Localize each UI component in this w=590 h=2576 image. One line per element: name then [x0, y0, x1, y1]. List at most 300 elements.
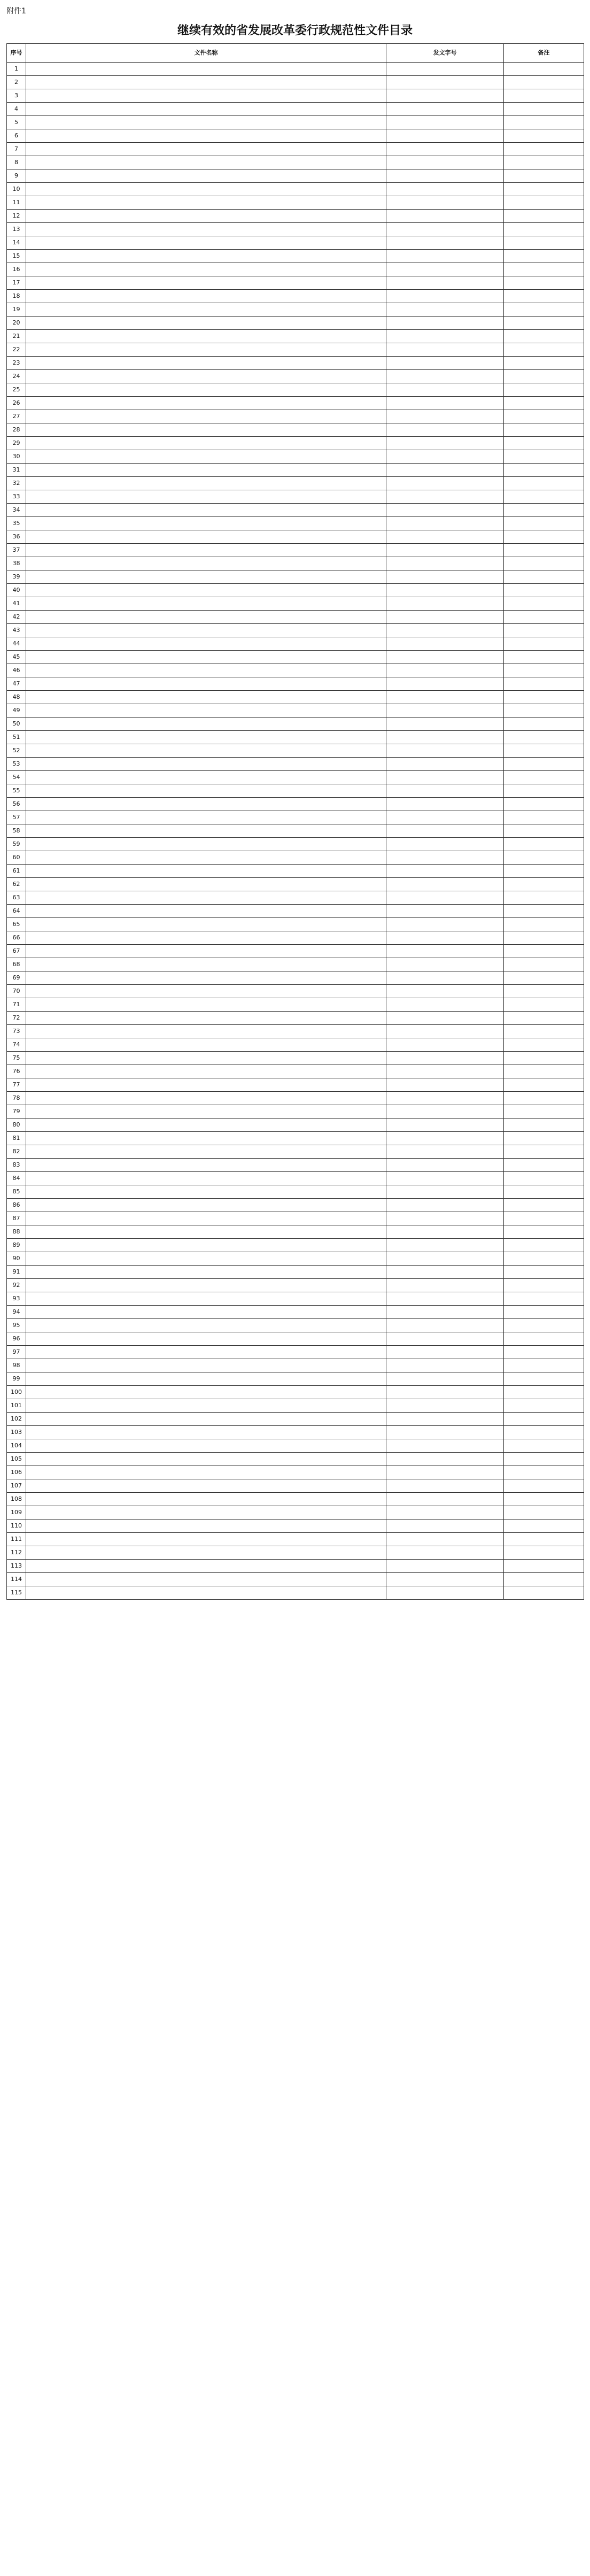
row-note [504, 758, 584, 771]
row-index: 84 [7, 1172, 26, 1185]
row-note [504, 1159, 584, 1172]
row-index: 82 [7, 1145, 26, 1159]
row-index: 10 [7, 183, 26, 196]
row-file-name [26, 143, 386, 156]
table-row [7, 1266, 584, 1279]
row-note [504, 1279, 584, 1292]
table-row [7, 410, 584, 423]
row-index: 92 [7, 1279, 26, 1292]
row-note [504, 798, 584, 811]
row-index: 107 [7, 1479, 26, 1493]
row-index: 58 [7, 824, 26, 838]
row-document-number [386, 450, 504, 464]
table-row [7, 945, 584, 958]
row-note [504, 196, 584, 210]
row-index: 1 [7, 63, 26, 76]
row-document-number [386, 196, 504, 210]
row-note [504, 317, 584, 330]
row-file-name [26, 236, 386, 250]
row-document-number [386, 1225, 504, 1239]
row-document-number [386, 1546, 504, 1560]
row-index: 50 [7, 718, 26, 731]
table-row [7, 1466, 584, 1479]
row-document-number [386, 276, 504, 290]
row-index: 94 [7, 1306, 26, 1319]
row-index: 65 [7, 918, 26, 931]
row-note [504, 1359, 584, 1372]
row-note [504, 557, 584, 570]
row-index: 46 [7, 664, 26, 677]
row-document-number [386, 1399, 504, 1413]
row-document-number [386, 1199, 504, 1212]
table-row [7, 1078, 584, 1092]
row-index: 3 [7, 89, 26, 103]
row-note [504, 1319, 584, 1332]
row-file-name [26, 1493, 386, 1506]
row-file-name [26, 490, 386, 504]
row-note [504, 905, 584, 918]
row-document-number [386, 611, 504, 624]
row-document-number [386, 250, 504, 263]
table-row [7, 1413, 584, 1426]
row-index: 70 [7, 985, 26, 998]
row-document-number [386, 718, 504, 731]
row-index: 76 [7, 1065, 26, 1078]
row-file-name [26, 1413, 386, 1426]
row-file-name [26, 1145, 386, 1159]
row-document-number [386, 1426, 504, 1439]
row-document-number [386, 317, 504, 330]
table-row [7, 624, 584, 637]
table-row [7, 1012, 584, 1025]
row-index: 42 [7, 611, 26, 624]
row-note [504, 1386, 584, 1399]
row-file-name [26, 410, 386, 423]
row-document-number [386, 664, 504, 677]
row-note [504, 1466, 584, 1479]
row-note [504, 223, 584, 236]
table-row [7, 397, 584, 410]
table-row [7, 437, 584, 450]
row-note [504, 103, 584, 116]
row-index: 79 [7, 1105, 26, 1119]
table-row [7, 557, 584, 570]
table-row [7, 1319, 584, 1332]
column-header-index: 序号 [7, 44, 26, 63]
row-note [504, 1065, 584, 1078]
row-file-name [26, 1292, 386, 1306]
row-file-name [26, 1346, 386, 1359]
row-document-number [386, 691, 504, 704]
row-file-name [26, 1306, 386, 1319]
table-row [7, 1292, 584, 1306]
table-row [7, 1506, 584, 1520]
row-index: 113 [7, 1560, 26, 1573]
row-index: 71 [7, 998, 26, 1012]
row-note [504, 891, 584, 905]
row-index: 18 [7, 290, 26, 303]
row-file-name [26, 357, 386, 370]
row-document-number [386, 798, 504, 811]
row-document-number [386, 945, 504, 958]
table-row [7, 330, 584, 343]
row-file-name [26, 1199, 386, 1212]
row-document-number [386, 918, 504, 931]
row-file-name [26, 1225, 386, 1239]
table-row [7, 370, 584, 383]
row-document-number [386, 1038, 504, 1052]
row-note [504, 330, 584, 343]
table-row [7, 357, 584, 370]
row-file-name [26, 958, 386, 971]
column-header-number: 发文字号 [386, 44, 504, 63]
table-row [7, 343, 584, 357]
row-document-number [386, 758, 504, 771]
row-document-number [386, 1252, 504, 1266]
table-row [7, 637, 584, 651]
row-index: 99 [7, 1372, 26, 1386]
row-note [504, 116, 584, 129]
table-row [7, 1493, 584, 1506]
row-index: 16 [7, 263, 26, 276]
row-file-name [26, 1078, 386, 1092]
row-document-number [386, 905, 504, 918]
table-row [7, 504, 584, 517]
row-note [504, 945, 584, 958]
table-row [7, 317, 584, 330]
row-note [504, 423, 584, 437]
row-note [504, 76, 584, 89]
table-row [7, 784, 584, 798]
row-document-number [386, 1533, 504, 1546]
row-index: 77 [7, 1078, 26, 1092]
row-file-name [26, 704, 386, 718]
row-file-name [26, 1586, 386, 1600]
row-document-number [386, 464, 504, 477]
row-index: 39 [7, 570, 26, 584]
row-index: 19 [7, 303, 26, 317]
row-index: 101 [7, 1399, 26, 1413]
row-note [504, 771, 584, 784]
row-index: 48 [7, 691, 26, 704]
row-index: 89 [7, 1239, 26, 1252]
row-document-number [386, 530, 504, 544]
row-index: 56 [7, 798, 26, 811]
row-index: 8 [7, 156, 26, 169]
row-file-name [26, 637, 386, 651]
table-row [7, 570, 584, 584]
row-document-number [386, 1319, 504, 1332]
row-index: 29 [7, 437, 26, 450]
row-index: 55 [7, 784, 26, 798]
row-note [504, 383, 584, 397]
row-index: 33 [7, 490, 26, 504]
row-file-name [26, 330, 386, 343]
row-note [504, 236, 584, 250]
row-note [504, 1533, 584, 1546]
row-file-name [26, 838, 386, 851]
table-row [7, 290, 584, 303]
row-document-number [386, 1025, 504, 1038]
row-document-number [386, 1266, 504, 1279]
row-index: 72 [7, 1012, 26, 1025]
row-file-name [26, 223, 386, 236]
row-document-number [386, 1332, 504, 1346]
row-note [504, 290, 584, 303]
row-index: 9 [7, 169, 26, 183]
row-file-name [26, 811, 386, 824]
row-index: 17 [7, 276, 26, 290]
row-index: 67 [7, 945, 26, 958]
table-row [7, 664, 584, 677]
row-index: 93 [7, 1292, 26, 1306]
row-note [504, 397, 584, 410]
table-row [7, 1453, 584, 1466]
row-index: 54 [7, 771, 26, 784]
row-document-number [386, 1052, 504, 1065]
row-file-name [26, 276, 386, 290]
row-index: 49 [7, 704, 26, 718]
table-row [7, 1038, 584, 1052]
row-file-name [26, 76, 386, 89]
row-index: 111 [7, 1533, 26, 1546]
table-row [7, 824, 584, 838]
row-note [504, 1479, 584, 1493]
table-row [7, 1573, 584, 1586]
row-note [504, 276, 584, 290]
table-row [7, 1145, 584, 1159]
row-document-number [386, 597, 504, 611]
row-index: 47 [7, 677, 26, 691]
table-row [7, 1052, 584, 1065]
row-note [504, 597, 584, 611]
row-file-name [26, 1172, 386, 1185]
row-document-number [386, 490, 504, 504]
row-file-name [26, 1533, 386, 1546]
row-file-name [26, 343, 386, 357]
table-row [7, 1065, 584, 1078]
table-row [7, 303, 584, 317]
table-row [7, 1132, 584, 1145]
row-note [504, 89, 584, 103]
row-file-name [26, 597, 386, 611]
row-index: 75 [7, 1052, 26, 1065]
row-file-name [26, 557, 386, 570]
row-note [504, 1426, 584, 1439]
row-file-name [26, 1012, 386, 1025]
row-file-name [26, 758, 386, 771]
row-file-name [26, 1479, 386, 1493]
row-document-number [386, 1239, 504, 1252]
row-document-number [386, 1453, 504, 1466]
table-row [7, 1439, 584, 1453]
row-note [504, 1225, 584, 1239]
row-note [504, 1132, 584, 1145]
row-file-name [26, 1185, 386, 1199]
row-file-name [26, 169, 386, 183]
row-file-name [26, 1159, 386, 1172]
table-row [7, 584, 584, 597]
row-note [504, 584, 584, 597]
row-note [504, 1453, 584, 1466]
row-document-number [386, 63, 504, 76]
table-row [7, 1279, 584, 1292]
row-note [504, 1252, 584, 1266]
row-file-name [26, 677, 386, 691]
row-document-number [386, 985, 504, 998]
row-note [504, 410, 584, 423]
row-index: 80 [7, 1119, 26, 1132]
row-note [504, 958, 584, 971]
row-index: 37 [7, 544, 26, 557]
table-row [7, 597, 584, 611]
row-index: 90 [7, 1252, 26, 1266]
row-note [504, 1012, 584, 1025]
row-index: 38 [7, 557, 26, 570]
row-file-name [26, 477, 386, 490]
row-document-number [386, 1439, 504, 1453]
row-file-name [26, 1359, 386, 1372]
row-note [504, 718, 584, 731]
table-row [7, 865, 584, 878]
table-row [7, 156, 584, 169]
row-index: 74 [7, 1038, 26, 1052]
row-file-name [26, 1426, 386, 1439]
table-row [7, 918, 584, 931]
row-file-name [26, 250, 386, 263]
row-index: 36 [7, 530, 26, 544]
row-note [504, 250, 584, 263]
row-note [504, 1520, 584, 1533]
row-document-number [386, 76, 504, 89]
table-row [7, 103, 584, 116]
row-document-number [386, 1145, 504, 1159]
row-index: 86 [7, 1199, 26, 1212]
row-note [504, 691, 584, 704]
row-document-number [386, 624, 504, 637]
row-index: 66 [7, 931, 26, 945]
table-row [7, 1359, 584, 1372]
row-index: 100 [7, 1386, 26, 1399]
table-row [7, 731, 584, 744]
row-note [504, 1239, 584, 1252]
table-row [7, 651, 584, 664]
row-file-name [26, 383, 386, 397]
row-index: 31 [7, 464, 26, 477]
table-row [7, 129, 584, 143]
row-index: 69 [7, 971, 26, 985]
row-note [504, 450, 584, 464]
row-document-number [386, 1078, 504, 1092]
row-file-name [26, 1520, 386, 1533]
row-file-name [26, 1092, 386, 1105]
table-row [7, 878, 584, 891]
row-document-number [386, 704, 504, 718]
row-document-number [386, 1119, 504, 1132]
table-row [7, 838, 584, 851]
row-index: 14 [7, 236, 26, 250]
table-row [7, 1159, 584, 1172]
row-file-name [26, 1132, 386, 1145]
row-document-number [386, 1346, 504, 1359]
row-note [504, 1145, 584, 1159]
row-document-number [386, 824, 504, 838]
row-note [504, 1332, 584, 1346]
table-row [7, 63, 584, 76]
row-index: 81 [7, 1132, 26, 1145]
row-document-number [386, 103, 504, 116]
row-document-number [386, 1012, 504, 1025]
row-note [504, 169, 584, 183]
row-file-name [26, 1506, 386, 1520]
row-document-number [386, 143, 504, 156]
table-row [7, 1252, 584, 1266]
document-title: 继续有效的省发展改革委行政规范性文件目录 [177, 24, 413, 37]
row-index: 40 [7, 584, 26, 597]
row-file-name [26, 784, 386, 798]
row-note [504, 838, 584, 851]
row-file-name [26, 891, 386, 905]
row-file-name [26, 1453, 386, 1466]
row-document-number [386, 397, 504, 410]
row-file-name [26, 437, 386, 450]
row-note [504, 971, 584, 985]
row-note [504, 1038, 584, 1052]
row-file-name [26, 985, 386, 998]
table-row [7, 1212, 584, 1225]
row-file-name [26, 1466, 386, 1479]
row-file-name [26, 624, 386, 637]
table-row [7, 116, 584, 129]
row-file-name [26, 851, 386, 865]
row-file-name [26, 1052, 386, 1065]
row-index: 85 [7, 1185, 26, 1199]
row-index: 78 [7, 1092, 26, 1105]
row-document-number [386, 1132, 504, 1145]
row-index: 62 [7, 878, 26, 891]
row-file-name [26, 691, 386, 704]
row-file-name [26, 1266, 386, 1279]
row-document-number [386, 169, 504, 183]
row-document-number [386, 236, 504, 250]
row-file-name [26, 263, 386, 276]
row-index: 2 [7, 76, 26, 89]
row-file-name [26, 931, 386, 945]
row-note [504, 744, 584, 758]
row-file-name [26, 544, 386, 557]
row-index: 83 [7, 1159, 26, 1172]
row-document-number [386, 1573, 504, 1586]
row-file-name [26, 1386, 386, 1399]
row-file-name [26, 303, 386, 317]
row-note [504, 918, 584, 931]
row-index: 44 [7, 637, 26, 651]
row-document-number [386, 651, 504, 664]
row-document-number [386, 1212, 504, 1225]
row-index: 63 [7, 891, 26, 905]
row-file-name [26, 370, 386, 383]
row-file-name [26, 878, 386, 891]
column-header-note: 备注 [504, 44, 584, 63]
row-note [504, 1399, 584, 1413]
row-index: 108 [7, 1493, 26, 1506]
table-row [7, 851, 584, 865]
row-document-number [386, 557, 504, 570]
row-index: 32 [7, 477, 26, 490]
table-row [7, 931, 584, 945]
row-document-number [386, 183, 504, 196]
row-document-number [386, 129, 504, 143]
